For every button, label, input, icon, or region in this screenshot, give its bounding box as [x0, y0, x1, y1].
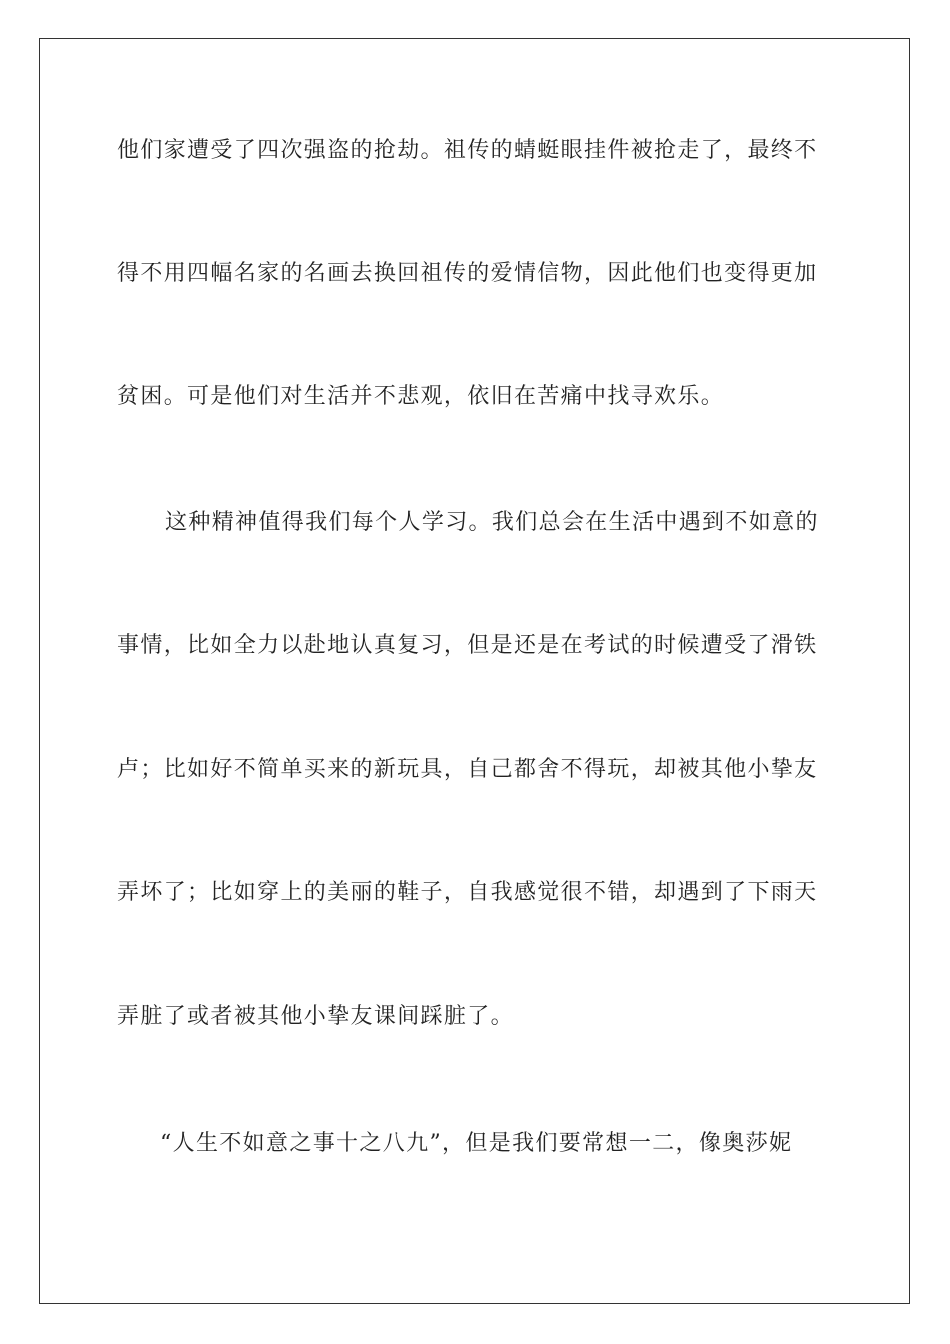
paragraph-line: 得不用四幅名家的名画去换回祖传的爱情信物，因此他们也变得更加: [117, 261, 818, 286]
paragraph-line: 事情，比如全力以赴地认真复习，但是还是在考试的时候遭受了滑铁: [117, 633, 818, 658]
paragraph-line: 贫困。可是他们对生活并不悲观，依旧在苦痛中找寻欢乐。: [117, 384, 725, 409]
paragraph-line: 这种精神值得我们每个人学习。我们总会在生活中遇到不如意的: [165, 510, 819, 535]
paragraph-line: 弄坏了；比如穿上的美丽的鞋子，自我感觉很不错，却遇到了下雨天: [117, 880, 818, 905]
paragraph-line: 他们家遭受了四次强盗的抢劫。祖传的蜻蜓眼挂件被抢走了，最终不: [117, 138, 818, 163]
paragraph-line: “人生不如意之事十之八九”，但是我们要常想一二，像奥莎妮: [160, 1131, 793, 1156]
paragraph-line: 卢；比如好不简单买来的新玩具，自己都舍不得玩，却被其他小挚友: [117, 757, 818, 782]
paragraph-line: 弄脏了或者被其他小挚友课间踩脏了。: [117, 1004, 514, 1029]
page-border: [39, 38, 910, 1304]
